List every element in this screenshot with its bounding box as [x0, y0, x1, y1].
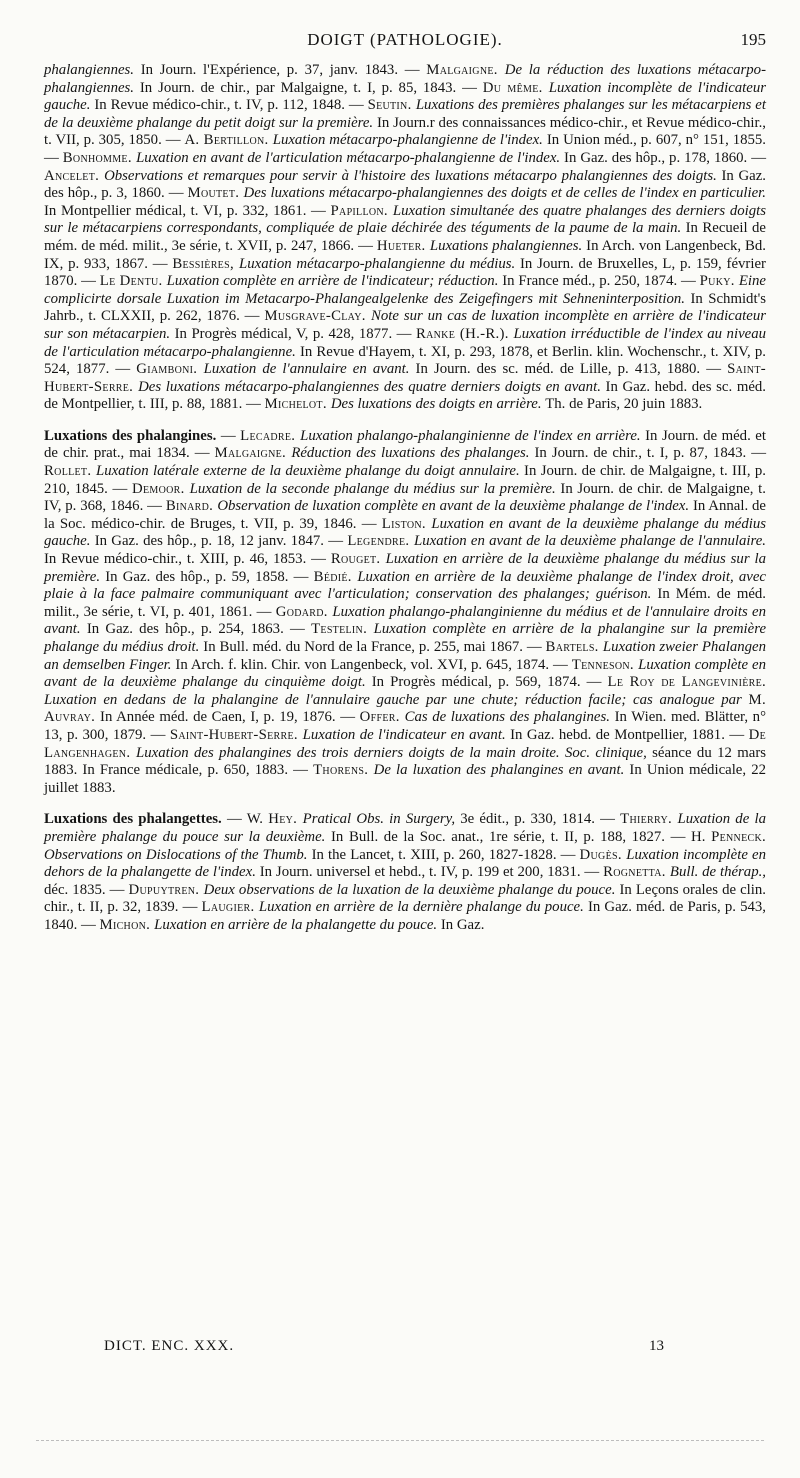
paragraph-heading: Luxations des phalangettes. [44, 811, 222, 828]
citation-title: Luxation en avant de l'articulation métacarpo-phalangienne de l'index. [136, 149, 565, 166]
citation-title: Luxation complète en arrière de l'indicateur; réduction. [166, 273, 503, 290]
citation-title: Luxation en avant de la deuxième phalange du médius gauche. [44, 515, 767, 550]
citation-text: In Revue d'Hayem, t. XI, p. 293, 1878, et Berlin. klin. Wochenschr., t. XIV, p. 524, 1877. — [44, 343, 766, 378]
citation-title: Observations on Dislocations of the Thumb. [44, 846, 312, 863]
citation-title: Luxation métacarpo-phalangienne de l'index. [272, 132, 547, 149]
citation-author: Penneck. [711, 828, 766, 845]
citation-text: In Journ. universel et hebd., t. IV, p. 199 et 200, 1831. — [259, 864, 604, 881]
citation-text: In Union médicale, 22 juillet 1883. [44, 762, 766, 796]
citation-text: In Journ.r des connaissances médico-chir., et Revue médico-chir., t. VII, p. 305, 1850. — [44, 114, 766, 149]
citation-title: Luxation de la première phalange du pouce sur la deuxième. [44, 811, 766, 845]
citation-text: — [216, 427, 241, 444]
citation-text: In Année méd. de Caen, I, p. 19, 1876. — [100, 709, 360, 726]
citation-title: Pratical Obs. in Surgery, [302, 811, 461, 828]
citation-author: Bonhomme. [62, 149, 137, 166]
citation-author: M. Auvray. [44, 691, 766, 726]
citation-text: In Gaz. des hôp., p. 178, 1860. — [564, 149, 766, 166]
citation-title: Luxation complète en avant de la deuxième phalange du cinquième doigt. [44, 656, 767, 691]
citation-text: In Bull. méd. du Nord de la France, p. 255, mai 1867. — [203, 639, 546, 655]
sheet-number: 13 [649, 1338, 664, 1354]
citation-title: De la luxation des phalangines en avant. [373, 762, 630, 779]
citation-author: Legendre. [347, 533, 414, 550]
citation-title: Luxation de l'annulaire en avant. [203, 361, 416, 378]
citation-text: In Gaz. des hôp., p. 18, 12 janv. 1847. — [94, 533, 348, 550]
citation-author: Liston. [381, 515, 432, 532]
citation-text: In Journ. de chir. de Malgaigne, t. III, p. 210, 1845. — [44, 463, 766, 497]
citation-author: Tenneson. [571, 656, 639, 673]
citation-text: In Mém. de méd. milit., 3e série, t. VI, p. 401, 1861. — [44, 586, 766, 620]
citation-title: Eine complicirte dorsale Luxation im Metacarpo-Phalangealgelenke des Zeigefingers mit Sehneninterposition. [44, 273, 766, 307]
citation-title: Luxation phalango-phalanginienne du médius et de l'annulaire droits en avant. [44, 603, 767, 638]
citation-author: Demoor. [132, 480, 190, 497]
citation-text: séance du 12 mars 1883. In France médicale, p. 650, 1883. — [44, 744, 767, 779]
citation-text: In Gaz. hebd. des sc. méd. de Montpellier, t. III, p. 88, 1881. — [44, 378, 766, 413]
citation-author: A. Bertillon. [184, 132, 273, 149]
citation-author: Michon. [99, 916, 155, 933]
running-head [44, 30, 766, 60]
citation-author: Rognetta. [603, 864, 670, 881]
citation-title: Luxation en avant de la deuxième phalange de l'annulaire. [414, 533, 766, 550]
citation-text: In Gaz. [440, 916, 485, 933]
citation-author: Binard. [165, 498, 218, 515]
citation-title: Cas de luxations des phalangines. [404, 709, 615, 726]
citation-title: Bull. de thérap., [669, 864, 766, 881]
citation-text: In Journ. de chir., t. I, p. 87, 1843. — [534, 445, 767, 462]
citation-author: Thorens. [313, 762, 374, 779]
citation-text: — W. [221, 811, 269, 828]
citation-title: Luxation de l'indicateur en avant. [302, 726, 511, 743]
citation-text: In Gaz. hebd. de Montpellier, 1881. — [510, 726, 749, 743]
citation-text: In Schmidt's Jahrb., t. CLXXII, p. 262, 1876. — [44, 290, 766, 325]
citation-author: Hueter. [376, 237, 430, 254]
citation-title: Observation de luxation complète en avant de la deuxième phalange de l'index. [217, 498, 693, 515]
page-footer [104, 1338, 664, 1362]
bibliography-paragraph-metacarpo [44, 62, 766, 414]
citation-author: Godard. [275, 603, 333, 620]
citation-title: Réduction des luxations des phalanges. [291, 445, 535, 462]
citation-text: In France méd., p. 250, 1874. — [502, 273, 700, 290]
citation-title: Luxation des phalangines des trois derniers doigts de la main droite. Soc. clinique, [136, 744, 653, 761]
citation-author: Bessières, [172, 255, 240, 272]
citation-text: In Gaz. des hôp., p. 59, 1858. — [105, 568, 314, 585]
citation-text: In Gaz. méd. de Paris, p. 543, 1840. — [44, 899, 766, 933]
signature-mark: DICT. ENC. XXX. [104, 1338, 235, 1354]
citation-author: Giamboni. [136, 361, 204, 378]
citation-author: Saint-Hubert-Serre. [44, 361, 766, 395]
citation-text: In Arch. f. klin. Chir. von Langenbeck, vol. XVI, p. 645, 1874. — [175, 656, 572, 673]
citation-author: Ancelet. [44, 167, 105, 184]
citation-author: Dupuytren. [128, 881, 204, 898]
citation-text: In Gaz. des hôp., p. 3, 1860. — [44, 167, 766, 202]
citation-author: Laugier. [201, 899, 259, 916]
citation-author: Le Dentu. [99, 273, 167, 290]
citation-title: Luxation incomplète en dehors de la phalangette de l'index. [44, 846, 766, 881]
citation-author: Moutet. [187, 185, 244, 202]
citation-author: Lecadre. [240, 427, 301, 444]
citation-title: Luxation irréductible de l'index au niveau de l'articulation métacarpo-phalangienne. [44, 325, 767, 360]
citation-author: Seutin. [367, 97, 416, 114]
bottom-rule [36, 1440, 764, 1441]
citation-author: De Langenhagen. [44, 726, 767, 761]
citation-title: Luxation en arrière de la deuxième phalange de l'index droit, avec plaie à la face palmaire communiquant avec l'articulation; conservation des phalanges; guérison. [44, 568, 766, 603]
citation-text: In Recueil de mém. de méd. milit., 3e série, t. XVII, p. 247, 1866. — [44, 220, 766, 254]
citation-text: déc. 1835. — [44, 881, 129, 898]
page-number: 195 [740, 30, 766, 49]
citation-text: In the Lancet, t. XIII, p. 260, 1827-1828. — [311, 846, 580, 863]
citation-author: Le Roy de Langevinière. [607, 674, 766, 691]
citation-text: In Journ. des sc. méd. de Lille, p. 413, 1880. — [415, 361, 728, 378]
citation-author: Dugès. [579, 846, 627, 863]
citation-text: In Journ. de chir., par Malgaigne, t. I, p. 85, 1843. — [139, 79, 483, 96]
citation-author: Malgaigne. [426, 62, 505, 78]
citation-text: In Union méd., p. 607, n° 151, 1855. — [44, 132, 766, 166]
citation-title: De la réduction des luxations métacarpo-phalangiennes. [44, 62, 767, 96]
citation-title: Luxation en arrière de la deuxième phalange du médius sur la première. [44, 551, 766, 585]
citation-title: Deux observations de la luxation de la deuxième phalange du pouce. [203, 881, 620, 898]
citation-author: Thierry. [620, 811, 678, 828]
citation-title: Luxation métacarpo-phalangienne du médius. [239, 255, 520, 272]
citation-title: Luxation complète en arrière de la phalangine sur la première phalange du médius droit. [44, 621, 767, 655]
citation-author: Ranke (H.-R.). [415, 325, 514, 342]
citation-text: In Revue médico-chir., t. IV, p. 112, 1848. — [94, 97, 368, 114]
citation-title: Luxation en dedans de la phalangine de l'annulaire gauche par une chute; réduction facile; cas analogue par [44, 691, 749, 708]
citation-text: In Annal. de la Soc. médico-chir. de Bruges, t. VII, p. 39, 1846. — [44, 498, 766, 532]
citation-text: In Progrès médical, V, p. 428, 1877. — [174, 325, 416, 342]
bibliography-paragraph-phalangettes [44, 811, 766, 934]
citation-author: Rollet. [44, 463, 96, 480]
citation-author: Du même. [482, 79, 549, 96]
citation-text: In Gaz. des hôp., p. 254, 1863. — [86, 621, 312, 638]
citation-author: Papillon. [330, 202, 393, 219]
citation-title: Note sur un cas de luxation incomplète en arrière de l'indicateur sur son métacarpien. [44, 308, 766, 342]
body-text [44, 62, 766, 935]
citation-text: Th. de Paris, 20 juin 1883. [545, 396, 703, 413]
citation-title: Des luxations métacarpo-phalangiennes des doigts et de celles de l'index en particulier. [243, 185, 766, 202]
citation-title: Luxation incomplète de l'indicateur gauche. [44, 79, 766, 114]
citation-title: Luxation zweier Phalangen an demselben Finger. [44, 639, 766, 673]
citation-title: Des luxations des doigts en arrière. [330, 396, 546, 413]
citation-title: Observations et remarques pour servir à l'histoire des luxations métacarpo phalangiennes des doigts. [104, 167, 722, 184]
citation-text: In Wien. med. Blätter, n° 13, p. 300, 1879. — [44, 709, 766, 743]
citation-title: Luxation en arrière de la dernière phalange du pouce. [258, 899, 588, 916]
citation-author: Saint-Hubert-Serre. [169, 726, 303, 743]
citation-text: 3e édit., p. 330, 1814. — [460, 811, 621, 828]
citation-text: In Journ. l'Expérience, p. 37, janv. 1843. — [140, 62, 427, 78]
citation-title: Luxations phalangiennes. [429, 237, 587, 254]
citation-text: In Progrès médical, p. 569, 1874. — [371, 674, 608, 691]
citation-text: In Arch. von Langenbeck, Bd. IX, p. 933, 1867. — [44, 237, 767, 272]
citation-title: Luxation en arrière de la phalangette du pouce. [154, 916, 441, 933]
citation-author: Offer. [359, 709, 405, 726]
citation-title: Des luxations métacarpo-phalangiennes des quatre derniers doigts en avant. [138, 378, 606, 395]
citation-title: Luxation de la seconde phalange du médius sur la première. [189, 480, 561, 497]
page [44, 30, 766, 935]
citation-title: phalangiennes. [44, 62, 141, 78]
citation-author: Rouget. [330, 551, 386, 568]
citation-author: Michelot. [264, 396, 331, 413]
citation-title: Luxations des premières phalanges sur les métacarpiens et de la deuxième phalange du petit doigt sur la première. [44, 97, 766, 131]
citation-title: Luxation latérale externe de la deuxième phalange du doigt annulaire. [95, 463, 525, 480]
citation-author: Bartels. [545, 639, 603, 655]
citation-title: Luxation simultanée des quatre phalanges des derniers doigts sur le métacarpiens correspondants, compliquée de plaie déchirée des téguments de la paume de la main. [44, 202, 767, 237]
citation-text: In Journ. de Bruxelles, L, p. 159, février 1870. — [44, 255, 766, 290]
bibliography-paragraph-phalangines [44, 428, 766, 797]
citation-text: In Journ. de chir. de Malgaigne, t. IV, p. 368, 1846. — [44, 480, 766, 515]
citation-author: Musgrave-Clay. [264, 308, 371, 325]
paragraph-heading: Luxations des phalangines. [44, 427, 217, 444]
citation-text: In Leçons orales de clin. chir., t. II, p. 32, 1839. — [44, 881, 766, 916]
citation-text: In Revue médico-chir., t. XIII, p. 46, 1853. — [44, 551, 331, 568]
citation-text: In Bull. de la Soc. anat., 1re série, t. II, p. 188, 1827. — H. [331, 828, 712, 845]
citation-text: In Montpellier médical, t. VI, p. 332, 1861. — [44, 202, 331, 219]
citation-author: Puky. [699, 273, 739, 290]
running-title: DOIGT (PATHOLOGIE). [307, 30, 503, 49]
citation-author: Malgaigne. [214, 445, 292, 462]
citation-title: Luxation phalango-phalanginienne de l'index en arrière. [300, 427, 646, 444]
citation-text: In Journ. de méd. et de chir. prat., mai 1834. — [44, 427, 766, 462]
citation-author: Testelin. [311, 621, 374, 638]
citation-author: Bédié. [313, 568, 358, 585]
citation-author: Hey. [268, 811, 303, 828]
